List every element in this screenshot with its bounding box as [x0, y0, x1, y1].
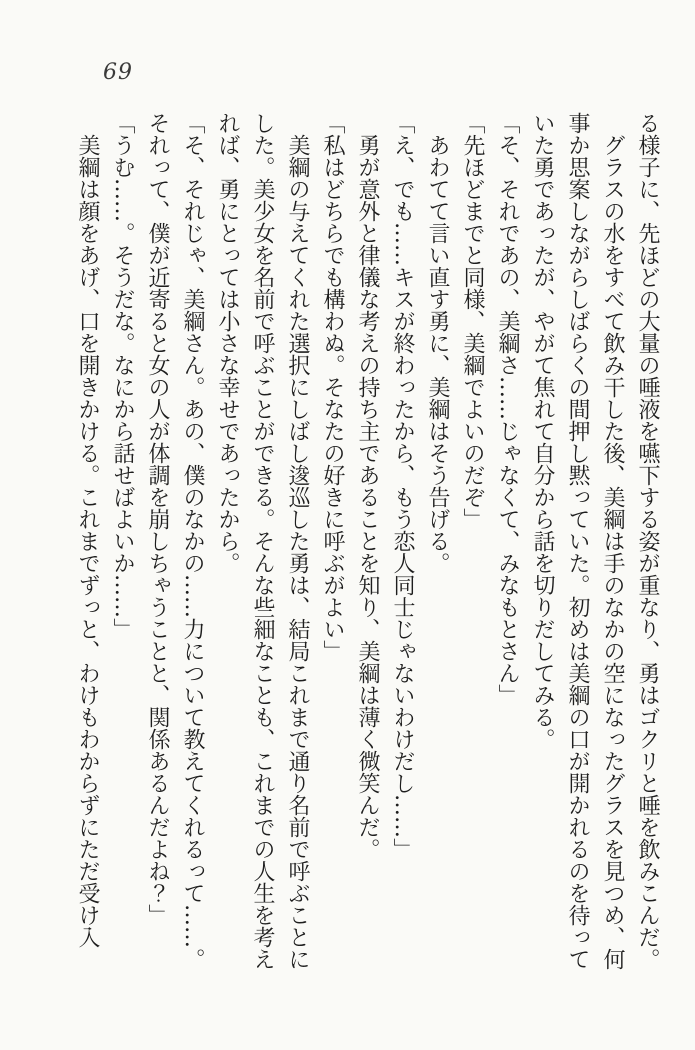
text-block: [65, 112, 665, 982]
paragraph-dialogue: 「え、でも……キスが終わったから、もう恋人同士じゃないわけだし……」: [390, 112, 415, 860]
paragraph-narration: 美綱の与えてくれた選択にしばし逡巡した勇は、結局これまで通り名前で呼ぶことにした。美少女を名前で呼ぶことができる。そんな些細なことも、これまでの人生を考えれば、勇にとっては小さな幸せであったから。: [215, 112, 310, 970]
paragraph-dialogue: 「先ほどまでと同様、美綱でよいのだぞ」: [460, 112, 485, 530]
paragraph-dialogue: 「そ、それであの、美綱さ……じゃなくて、みなもとさん」: [495, 112, 520, 706]
paragraph-continuation: る様子に、先ほどの大量の唾液を嚥下する姿が重なり、勇はゴクリと唾を飲みこんだ。: [635, 112, 660, 970]
page-number: 69: [103, 60, 133, 85]
paragraph-narration: 勇が意外と律儀な考えの持ち主であることを知り、美綱は薄く微笑んだ。: [355, 134, 380, 860]
paragraph-narration: 美綱は顔をあげ、口を開きかける。これまでずっと、わけもわからずにただ受け入: [75, 134, 100, 948]
paragraph-dialogue: 「そ、それじゃ、美綱さん。あの、僕のなかの……力について教えてくれるって……。それって、僕が近寄ると女の人が体調を崩しちゃうことと、関係あるんだよね？」: [145, 112, 205, 970]
paragraph-dialogue: 「私はどちらでも構わぬ。そなたの好きに呼ぶがよい」: [320, 112, 345, 662]
paragraph-narration: あわてて言い直す勇に、美綱はそう告げる。: [425, 134, 450, 574]
paragraph-narration: グラスの水をすべて飲み干した後、美綱は手のなかの空になったグラスを見つめ、何事か思案しながらしばらくの間押し黙っていた。初めは美綱の口が開かれるのを待っていた勇であったが、やがて焦れて自分から話を切りだしてみる。: [530, 112, 625, 970]
paragraph-dialogue: 「うむ……。そうだな。なにから話せばよいか……」: [110, 112, 135, 640]
